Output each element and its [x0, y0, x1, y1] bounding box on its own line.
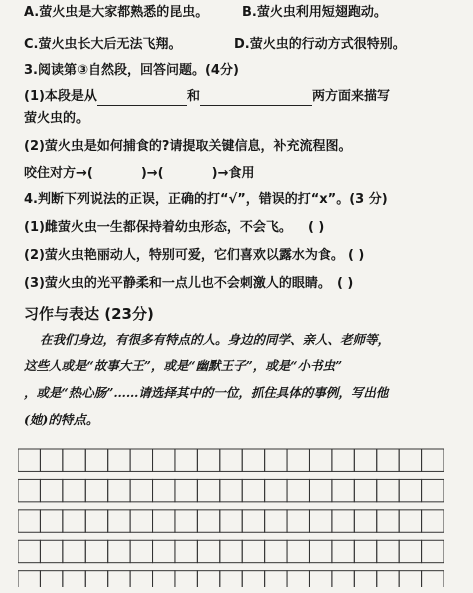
grid-cell[interactable]: [422, 449, 444, 471]
q4-item-1: [24, 219, 324, 237]
answer-blank-2[interactable]: [200, 91, 312, 106]
grid-cell[interactable]: [399, 449, 421, 471]
grid-cell[interactable]: [130, 510, 152, 532]
grid-cell[interactable]: [108, 479, 130, 501]
grid-cell[interactable]: [85, 449, 107, 471]
grid-cell[interactable]: [108, 510, 130, 532]
grid-cell[interactable]: [354, 540, 376, 562]
q3-part1: [24, 88, 390, 106]
grid-row: [18, 540, 444, 562]
grid-cell[interactable]: [40, 540, 62, 562]
grid-cell[interactable]: [309, 479, 331, 501]
grid-cell[interactable]: [153, 449, 175, 471]
grid-cell[interactable]: [197, 540, 219, 562]
grid-cell[interactable]: [399, 510, 421, 532]
grid-cell[interactable]: [265, 449, 287, 471]
grid-cell[interactable]: [197, 510, 219, 532]
grid-cell[interactable]: [63, 510, 85, 532]
grid-cell[interactable]: [18, 510, 40, 532]
grid-cell[interactable]: [287, 449, 309, 471]
grid-cell[interactable]: [422, 571, 444, 587]
grid-cell[interactable]: [265, 540, 287, 562]
grid-row: [18, 479, 444, 501]
q3-part1-start: (1)本段是从: [24, 89, 97, 104]
grid-cell[interactable]: [377, 449, 399, 471]
answer-blank-1[interactable]: [97, 91, 187, 106]
grid-cell[interactable]: [220, 510, 242, 532]
grid-cell[interactable]: [40, 479, 62, 501]
grid-cell[interactable]: [265, 571, 287, 587]
grid-cell[interactable]: [287, 540, 309, 562]
option-c: C.萤火虫长大后无法飞翔。: [24, 37, 182, 52]
grid-cell[interactable]: [40, 449, 62, 471]
grid-cell[interactable]: [108, 449, 130, 471]
q4-title: 4.判断下列说法的正误，正确的打“√”，错误的打“x”。(3 分): [24, 192, 388, 207]
q3-title: 3.阅读第③自然段，回答问题。(4分): [24, 63, 239, 78]
grid-cell[interactable]: [309, 449, 331, 471]
grid-cell[interactable]: [220, 540, 242, 562]
grid-row: [18, 510, 444, 532]
option-b: B.萤火虫利用短翅跑动。: [242, 5, 387, 20]
grid-cell[interactable]: [354, 479, 376, 501]
prompt-line-2: 这些人或是“故事大王”，或是“幽默王子”，或是“小书虫”: [24, 358, 343, 373]
grid-cell[interactable]: [422, 479, 444, 501]
grid-cell[interactable]: [197, 479, 219, 501]
grid-cell[interactable]: [377, 571, 399, 587]
grid-cell[interactable]: [85, 479, 107, 501]
writing-grid[interactable]: [18, 447, 444, 587]
grid-cell[interactable]: [130, 449, 152, 471]
grid-cell[interactable]: [332, 479, 354, 501]
grid-cell[interactable]: [85, 540, 107, 562]
q4-item-2-bracket[interactable]: ( ): [347, 248, 365, 263]
grid-cell[interactable]: [220, 571, 242, 587]
grid-cell[interactable]: [108, 571, 130, 587]
grid-cell[interactable]: [399, 540, 421, 562]
grid-cell[interactable]: [153, 479, 175, 501]
grid-cell[interactable]: [242, 540, 264, 562]
q3-part1-continuation: 萤火虫的。: [24, 111, 90, 126]
grid-cell[interactable]: [332, 449, 354, 471]
grid-cell[interactable]: [287, 571, 309, 587]
grid-cell[interactable]: [175, 540, 197, 562]
q4-item-2-text: (2)萤火虫艳丽动人，特别可爱，它们喜欢以露水为食。: [24, 248, 344, 263]
grid-cell[interactable]: [175, 479, 197, 501]
grid-cell[interactable]: [40, 510, 62, 532]
grid-cell[interactable]: [153, 571, 175, 587]
grid-cell[interactable]: [242, 479, 264, 501]
section-heading: 习作与表达 (23分): [24, 305, 154, 323]
grid-cell[interactable]: [63, 571, 85, 587]
grid-cell[interactable]: [175, 449, 197, 471]
grid-cell[interactable]: [63, 479, 85, 501]
grid-cell[interactable]: [153, 510, 175, 532]
option-a: A.萤火虫是大家都熟悉的昆虫。: [24, 5, 209, 20]
grid-cell[interactable]: [175, 571, 197, 587]
grid-cell[interactable]: [309, 510, 331, 532]
grid-cell[interactable]: [40, 571, 62, 587]
grid-cell[interactable]: [422, 540, 444, 562]
grid-cell[interactable]: [153, 540, 175, 562]
grid-cell[interactable]: [377, 479, 399, 501]
grid-cell[interactable]: [377, 540, 399, 562]
grid-cell[interactable]: [377, 510, 399, 532]
grid-cell[interactable]: [242, 510, 264, 532]
grid-cell[interactable]: [108, 540, 130, 562]
grid-cell[interactable]: [309, 571, 331, 587]
q4-item-3: [24, 275, 353, 293]
grid-cell[interactable]: [18, 449, 40, 471]
grid-cell[interactable]: [287, 479, 309, 501]
q3-part1-and: 和: [186, 89, 200, 104]
grid-cell[interactable]: [18, 479, 40, 501]
grid-cell[interactable]: [18, 540, 40, 562]
grid-cell[interactable]: [130, 571, 152, 587]
q4-item-3-bracket[interactable]: ( ): [336, 276, 354, 291]
grid-cell[interactable]: [332, 540, 354, 562]
grid-cell[interactable]: [287, 510, 309, 532]
q4-item-1-text: (1)雌萤火虫一生都保持着幼虫形态，不会飞。: [24, 220, 292, 235]
grid-cell[interactable]: [332, 510, 354, 532]
grid-cell[interactable]: [130, 479, 152, 501]
grid-cell[interactable]: [63, 449, 85, 471]
grid-cell[interactable]: [242, 571, 264, 587]
grid-cell[interactable]: [197, 449, 219, 471]
grid-cell[interactable]: [220, 479, 242, 501]
grid-cell[interactable]: [63, 540, 85, 562]
flow-end: )→食用: [211, 166, 255, 181]
grid-row: [18, 449, 444, 471]
q3-part1-end: 两方面来描写: [311, 89, 390, 104]
grid-cell[interactable]: [85, 510, 107, 532]
q4-item-1-bracket[interactable]: ( ): [307, 220, 325, 235]
grid-cell[interactable]: [265, 479, 287, 501]
grid-cell[interactable]: [130, 540, 152, 562]
prompt-line-4: (她)的特点。: [24, 412, 99, 427]
flow-start: 咬住对方→(: [24, 166, 93, 181]
grid-cell[interactable]: [332, 571, 354, 587]
grid-cell[interactable]: [220, 449, 242, 471]
grid-cell[interactable]: [265, 510, 287, 532]
grid-cell[interactable]: [18, 571, 40, 587]
prompt-line-1: 在我们身边，有很多有特点的人。身边的同学、亲人、老师等，: [40, 332, 391, 347]
grid-cell[interactable]: [422, 510, 444, 532]
flow-chart-line: [24, 165, 254, 183]
grid-cell[interactable]: [354, 571, 376, 587]
grid-row: [18, 571, 444, 587]
q3-part2: (2)萤火虫是如何捕食的?请提取关键信息，补充流程图。: [24, 139, 352, 154]
grid-cell[interactable]: [197, 571, 219, 587]
grid-cell[interactable]: [242, 449, 264, 471]
grid-cell[interactable]: [399, 479, 421, 501]
q4-item-2: [24, 247, 364, 265]
grid-cell[interactable]: [354, 449, 376, 471]
grid-cell[interactable]: [399, 571, 421, 587]
grid-cell[interactable]: [309, 540, 331, 562]
grid-cell[interactable]: [85, 571, 107, 587]
flow-mid: )→(: [140, 166, 164, 181]
grid-cell[interactable]: [354, 510, 376, 532]
option-d: D.萤火虫的行动方式很特别。: [234, 37, 406, 52]
q4-item-3-text: (3)萤火虫的光平静柔和一点儿也不会刺激人的眼睛。: [24, 276, 331, 291]
grid-cell[interactable]: [175, 510, 197, 532]
prompt-line-3: ，或是“热心肠”……请选择其中的一位，抓住具体的事例，写出他: [24, 385, 389, 400]
